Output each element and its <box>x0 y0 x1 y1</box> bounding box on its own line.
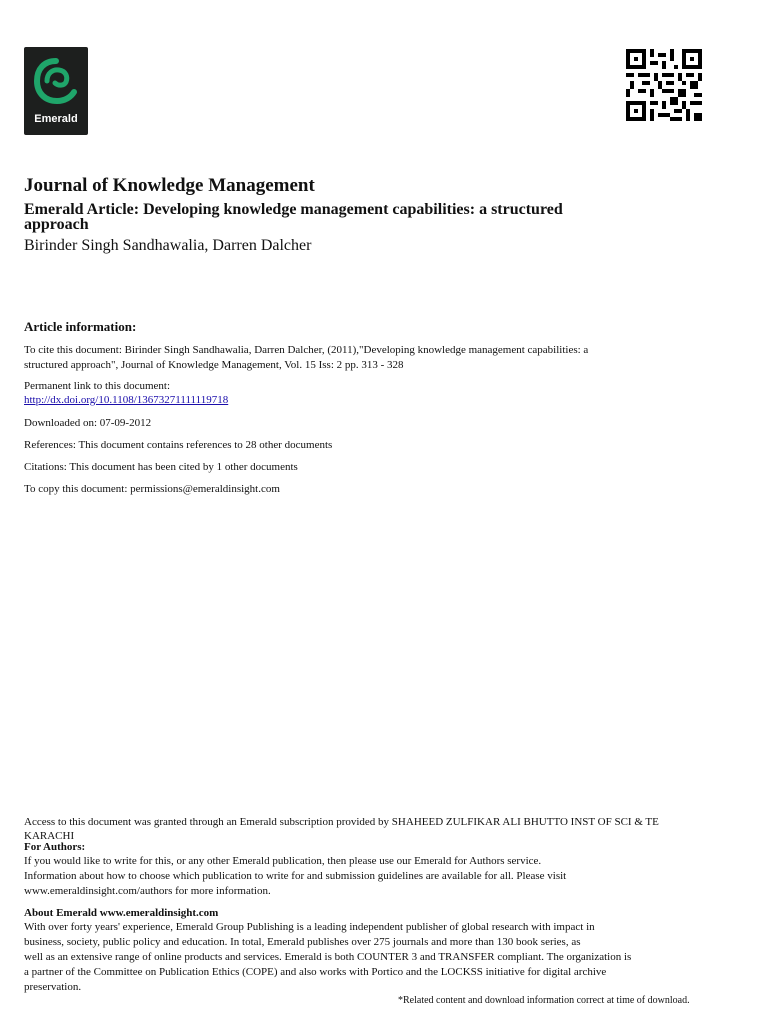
qr-code-icon[interactable] <box>626 49 702 121</box>
downloaded-date: Downloaded on: 07-09-2012 <box>24 417 152 429</box>
about-line: well as an extensive range of online products and services. Emerald is both COUNTER 3 and TRANSFER compliant. The organization is <box>24 951 632 963</box>
emerald-e-icon <box>31 55 81 111</box>
for-authors-line: Information about how to choose which publication to write for and submission guidelines are available for all. Please visit <box>24 870 567 882</box>
for-authors-line: www.emeraldinsight.com/authors for more information. <box>24 885 271 897</box>
about-line: preservation. <box>24 981 82 993</box>
about-emerald-heading: About Emerald www.emeraldinsight.com <box>24 907 219 919</box>
permanent-link[interactable]: http://dx.doi.org/10.1108/13673271111119718 <box>24 394 229 406</box>
references-info: References: This document contains references to 28 other documents <box>24 439 333 451</box>
footnote: *Related content and download information correct at time of download. <box>398 995 690 1006</box>
for-authors-line: If you would like to write for this, or any other Emerald publication, then please use our Emerald for Authors service. <box>24 855 542 867</box>
access-notice-line2: KARACHI <box>24 830 75 842</box>
for-authors-text <box>24 854 724 899</box>
citation-line: structured approach", Journal of Knowledge Management, Vol. 15 Iss: 2 pp. 313 - 328 <box>24 359 404 371</box>
emerald-logo <box>24 47 88 135</box>
copy-permissions-info: To copy this document: permissions@emeraldinsight.com <box>24 483 280 495</box>
about-emerald-text <box>24 920 744 995</box>
article-authors: Birinder Singh Sandhawalia, Darren Dalcher <box>24 237 312 254</box>
about-line: business, society, public policy and education. In total, Emerald publishes over 275 journals and more than 130 book series, as <box>24 936 581 948</box>
citation-text <box>24 343 724 373</box>
article-info-heading: Article information: <box>24 319 137 334</box>
permanent-link-label: Permanent link to this document: <box>24 380 171 392</box>
citations-info: Citations: This document has been cited by 1 other documents <box>24 461 298 473</box>
citation-line: To cite this document: Birinder Singh Sandhawalia, Darren Dalcher, (2011),"Developing knowledge management capabilities: a <box>24 344 589 356</box>
about-line: a partner of the Committee on Publication Ethics (COPE) and also works with Portico and the LOCKSS initiative for digital archive <box>24 966 607 978</box>
for-authors-heading: For Authors: <box>24 841 86 853</box>
access-notice: Access to this document was granted through an Emerald subscription provided by SHAHEED ZULFIKAR ALI BHUTTO INST OF SCI & TE <box>24 816 659 828</box>
about-line: With over forty years' experience, Emerald Group Publishing is a leading independent publisher of global research with impact in <box>24 921 595 933</box>
article-title: Emerald Article: Developing knowledge management capabilities: a structured approach <box>24 201 563 233</box>
logo-text: Emerald <box>34 113 78 125</box>
journal-title: Journal of Knowledge Management <box>24 175 315 196</box>
